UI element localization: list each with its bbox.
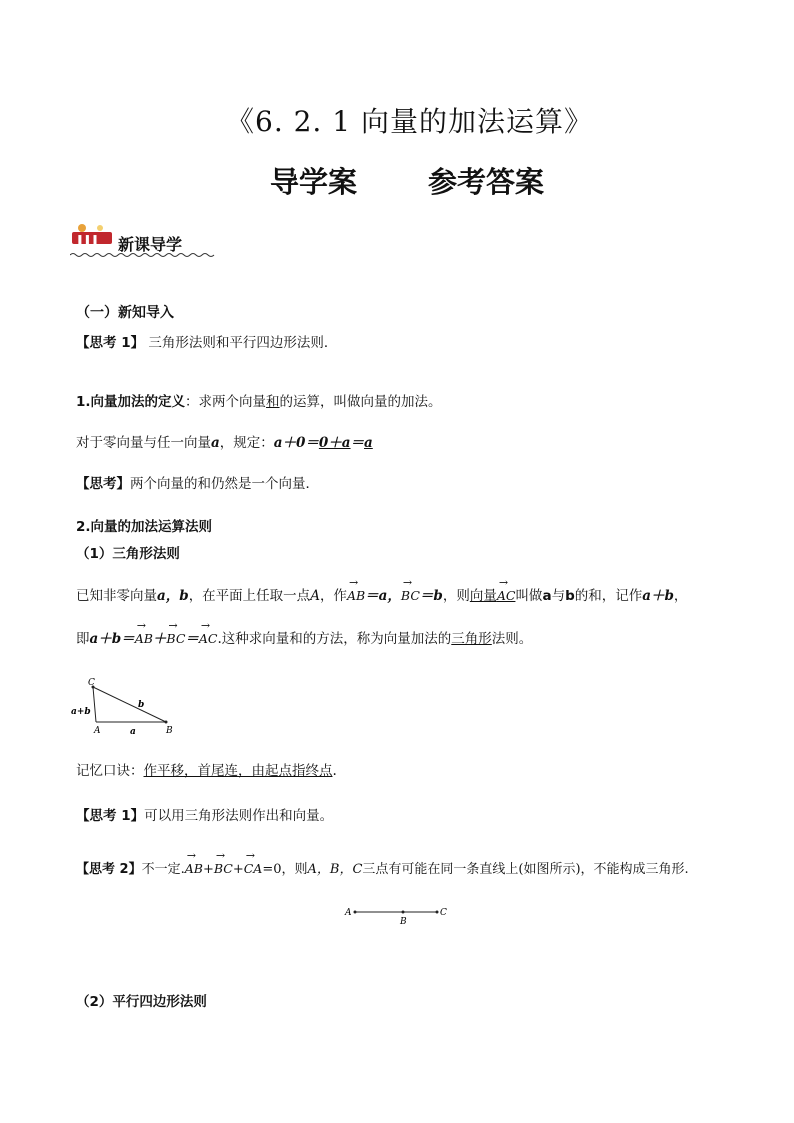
p1-sum: a＋b bbox=[642, 588, 674, 604]
p2-a: 即 bbox=[76, 631, 90, 647]
def-colon-text: ：求两个向量 bbox=[185, 394, 267, 410]
mnemonic-underlined: 作平移，首尾连，由起点指终点 bbox=[143, 763, 333, 779]
vector-AC: → AC bbox=[497, 588, 516, 603]
label-b: b bbox=[138, 700, 145, 710]
mnemonic-end: . bbox=[332, 763, 337, 779]
tm2-tag: 【思考 2】 bbox=[76, 862, 142, 877]
side-ab bbox=[93, 687, 96, 722]
tm2-vector-CA: → CA bbox=[244, 861, 263, 876]
mnemonic-line bbox=[76, 759, 337, 779]
think-tag: 【思考】 bbox=[76, 476, 130, 492]
definition-line bbox=[76, 390, 442, 410]
p1-eq-a: ＝a， bbox=[365, 588, 401, 604]
p1-end: ， bbox=[673, 588, 688, 604]
def-rest: 的运算，叫做向量的加法。 bbox=[279, 394, 442, 410]
def-underlined: 和 bbox=[266, 394, 280, 410]
mnemonic-pre: 记忆口诀： bbox=[76, 763, 144, 779]
p1-b: ，在平面上任取一点 bbox=[188, 588, 311, 604]
label-B: B bbox=[166, 726, 173, 736]
p1-eq-b: ＝b bbox=[419, 588, 443, 604]
tm1-text: 可以用三角形法则作出和向量。 bbox=[144, 808, 334, 824]
p1-g: 的和，记作 bbox=[574, 588, 643, 604]
page-title: 《6. 2. 1 向量的加法运算》 bbox=[226, 105, 593, 138]
tm1-tag: 【思考 1】 bbox=[76, 808, 145, 824]
p1-d: ，则 bbox=[442, 588, 470, 604]
rule-sub1: （1）三角形法则 bbox=[76, 546, 180, 562]
p1-e: 叫做 bbox=[515, 588, 543, 604]
triangle-diagram bbox=[70, 675, 185, 740]
p2-vector-AC: → AC bbox=[199, 631, 218, 646]
zero-expr-left: a＋0＝ bbox=[273, 435, 319, 451]
tm2-vector-BC: → BC bbox=[214, 861, 233, 876]
point-B bbox=[165, 721, 168, 724]
think1-text: 三角形法则和平行四边形法则． bbox=[148, 335, 338, 351]
think-line bbox=[76, 472, 319, 492]
point-B-dot bbox=[402, 911, 405, 914]
think-more-2 bbox=[76, 858, 689, 877]
line-label-C: C bbox=[440, 908, 447, 918]
point-C-dot bbox=[436, 911, 439, 914]
tm2-plus1: + bbox=[202, 862, 214, 877]
vector-AB: → AB bbox=[347, 588, 365, 603]
p1-underlined-vector: 向量 bbox=[469, 588, 497, 604]
tm2-text2: 三点有可能在同一条直线上(如图所示)，不能构成三角形. bbox=[362, 862, 689, 877]
p2-expr: a＋b＝ bbox=[89, 631, 135, 647]
think-text: 两个向量的和仍然是一个向量． bbox=[130, 476, 319, 492]
p1-ab: a，b bbox=[157, 588, 189, 604]
zero-a: a bbox=[211, 435, 220, 451]
svg-text:❚❚❚: ❚❚❚ bbox=[76, 235, 99, 245]
p2-b: .这种求向量和的方法，称为向量加法的 bbox=[217, 631, 452, 647]
p2-c: 法则。 bbox=[491, 631, 533, 647]
zero-expr-u1: 0＋a bbox=[318, 435, 351, 451]
section-banner bbox=[70, 222, 220, 262]
banner-label: 新课导学 bbox=[118, 235, 183, 254]
p2-eq: ＝ bbox=[185, 631, 199, 647]
zero-mid: ，规定： bbox=[219, 435, 274, 451]
p2-vector-AB: → AB bbox=[135, 631, 153, 646]
line-label-B: B bbox=[400, 917, 407, 927]
mascot-flag-icon bbox=[70, 222, 118, 252]
think1-line bbox=[76, 331, 337, 351]
rule-sub2: （2）平行四边形法则 bbox=[76, 994, 207, 1010]
subtitle-answers: 参考答案 bbox=[428, 165, 545, 199]
p2-vector-BC: → BC bbox=[166, 631, 185, 646]
rule-heading: 2.向量的加法运算法则 bbox=[76, 519, 213, 535]
label-ab: a+b bbox=[71, 707, 91, 717]
zero-expr-u2: a bbox=[364, 435, 373, 451]
wavy-underline bbox=[70, 252, 220, 258]
tm2-text1: 不一定. bbox=[141, 862, 185, 877]
think1-tag: 【思考 1】 bbox=[76, 335, 145, 351]
zero-pre: 对于零向量与任一向量 bbox=[76, 435, 211, 451]
label-A: A bbox=[94, 726, 101, 736]
zero-vector-line bbox=[76, 431, 373, 451]
tm2-eq: =0，则 bbox=[262, 862, 308, 877]
p1-c: ，作 bbox=[319, 588, 347, 604]
p1-bold-a: a bbox=[542, 588, 552, 604]
tm2-vector-AB: → AB bbox=[185, 861, 203, 876]
p1-a: 已知非零向量 bbox=[76, 588, 157, 604]
def-label: 1.向量加法的定义 bbox=[76, 394, 186, 410]
p1-f: 与 bbox=[551, 588, 566, 604]
p1-A: A bbox=[310, 588, 320, 604]
line-label-A: A bbox=[345, 908, 352, 918]
subtitle-guide: 导学案 bbox=[270, 165, 358, 199]
section-heading-intro: （一）新知导入 bbox=[76, 305, 174, 321]
vector-BC: → BC bbox=[401, 588, 420, 603]
side-b bbox=[93, 687, 166, 722]
p2-plus: ＋ bbox=[152, 631, 167, 647]
tm2-plus2: + bbox=[232, 862, 244, 877]
tm2-points: A，B，C bbox=[307, 862, 363, 877]
rule-paragraph-line1 bbox=[76, 584, 687, 604]
label-a: a bbox=[130, 727, 136, 737]
label-C: C bbox=[88, 678, 95, 688]
p1-bold-b: b bbox=[565, 588, 575, 604]
zero-expr-eq: ＝ bbox=[350, 435, 365, 451]
p2-underlined: 三角形 bbox=[451, 631, 492, 647]
rule-paragraph-line2 bbox=[76, 627, 532, 647]
collinear-diagram bbox=[340, 900, 460, 928]
point-A-dot bbox=[354, 911, 357, 914]
think-more-1 bbox=[76, 804, 333, 824]
